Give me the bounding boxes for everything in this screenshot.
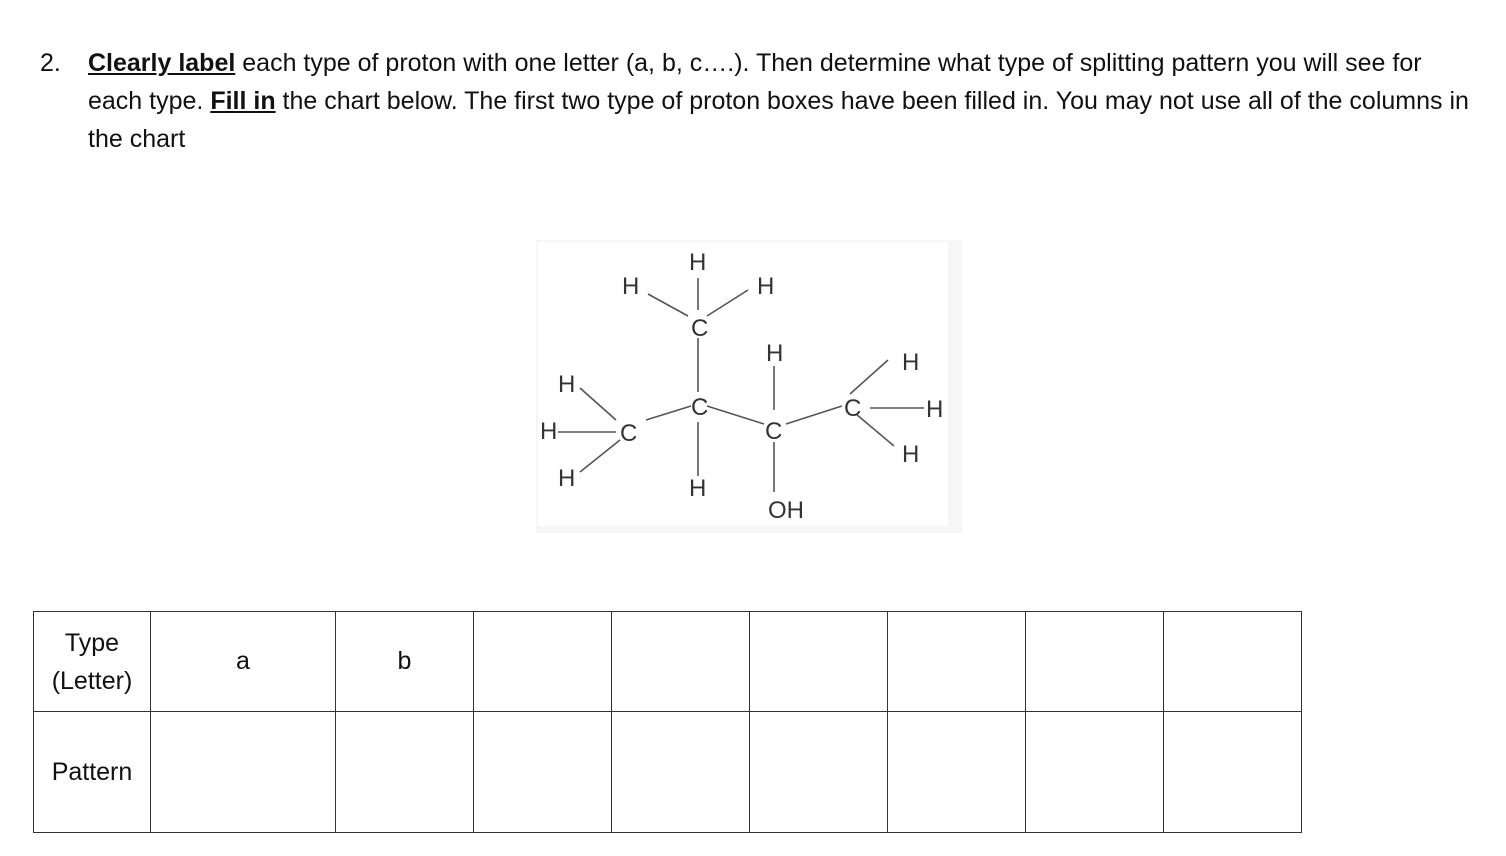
pattern-row: [34, 712, 1302, 833]
type-cell-1[interactable]: a: [151, 612, 336, 712]
pattern-cell-7[interactable]: [1026, 712, 1164, 833]
type-cell-3[interactable]: [474, 612, 612, 712]
atom-h-coh-above: H: [766, 340, 784, 367]
molecule-structure-image: [536, 240, 962, 533]
type-row-header: [34, 612, 151, 712]
bond-cright-hupper: [850, 360, 888, 394]
bond-ctop-htopleft: [648, 294, 688, 316]
question-block: [40, 44, 1470, 158]
bond-ccenter-coh: [707, 406, 764, 424]
proton-chart: [33, 611, 1302, 833]
pattern-cell-8[interactable]: [1164, 712, 1302, 833]
instruction-clearly-label: Clearly label: [88, 49, 236, 77]
atom-h-center-below: H: [689, 475, 707, 502]
atom-oh-group: OH: [768, 497, 804, 524]
bond-cleft-hupper: [580, 388, 616, 420]
question-number: 2.: [40, 49, 61, 77]
pattern-cell-5[interactable]: [750, 712, 888, 833]
pattern-cell-3[interactable]: [474, 712, 612, 833]
bond-coh-cright: [786, 406, 842, 424]
bond-cleft-hlower: [580, 440, 620, 472]
structural-formula: [536, 240, 962, 533]
atom-h-right-upper: H: [902, 349, 920, 376]
atom-c-left: C: [620, 420, 638, 447]
bond-ctop-htopright: [707, 290, 748, 316]
instruction-text-1: each type of proton with one letter (a, b, c….). Then determine what type of splitting pattern you will see for each type.: [88, 49, 1422, 115]
question-text: [88, 44, 1470, 158]
instruction-text-2: the chart below. The first two type of proton boxes have been filled in. You may not use all of the columns in the chart: [88, 87, 1469, 153]
atom-c-right: C: [844, 395, 862, 422]
atom-h-right-lower: H: [902, 441, 920, 468]
atom-h-left-lower: H: [558, 465, 576, 492]
type-cell-5[interactable]: [750, 612, 888, 712]
type-cell-2[interactable]: b: [336, 612, 474, 712]
atom-h-left-upper: H: [558, 371, 576, 398]
pattern-cell-1[interactable]: [151, 712, 336, 833]
atom-c-top: C: [691, 315, 709, 342]
atom-h-top-right: H: [757, 273, 775, 300]
type-row: [34, 612, 1302, 712]
type-cell-7[interactable]: [1026, 612, 1164, 712]
bond-ccenter-cleft: [646, 406, 691, 420]
type-cell-6[interactable]: [888, 612, 1026, 712]
pattern-cell-2[interactable]: [336, 712, 474, 833]
instruction-fill-in: Fill in: [210, 87, 276, 115]
atom-h-right: H: [926, 396, 944, 423]
atom-h-top-left: H: [622, 273, 640, 300]
type-cell-8[interactable]: [1164, 612, 1302, 712]
type-header-line2: (Letter): [51, 666, 133, 695]
atom-c-oh: C: [765, 418, 783, 445]
atom-c-center: C: [691, 394, 709, 421]
atom-h-left: H: [540, 418, 558, 445]
atom-h-top: H: [689, 249, 707, 276]
pattern-cell-4[interactable]: [612, 712, 750, 833]
type-cell-4[interactable]: [612, 612, 750, 712]
type-header-line1: Type: [64, 628, 120, 657]
pattern-cell-6[interactable]: [888, 712, 1026, 833]
pattern-row-header: Pattern: [34, 712, 151, 833]
bond-cright-hlower: [856, 414, 894, 446]
